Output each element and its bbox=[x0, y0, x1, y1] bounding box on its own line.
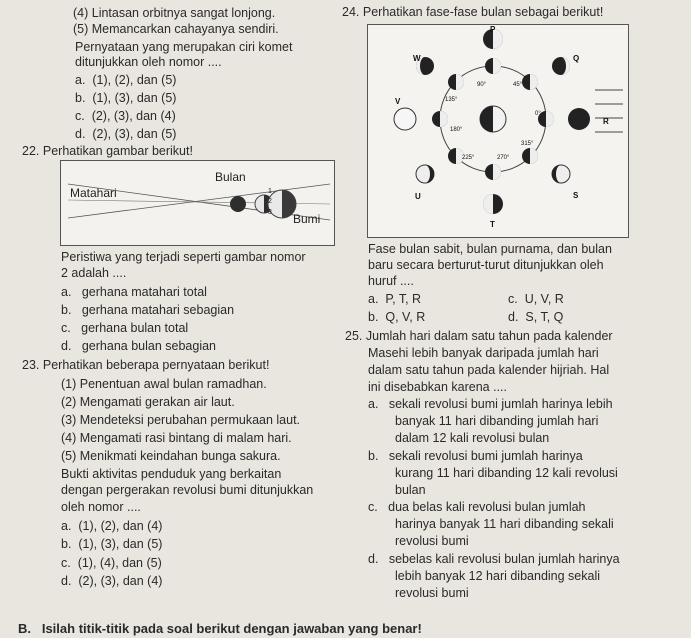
option-letter: d. bbox=[61, 574, 72, 588]
q22-option-a[interactable] bbox=[61, 285, 207, 299]
label-matahari: Matahari bbox=[70, 186, 117, 200]
q23-item-3: (3) Mendeteksi perubahan permukaan laut. bbox=[61, 413, 301, 427]
q25-option-a-line3: dalam 12 kali revolusi bulan bbox=[395, 431, 550, 445]
option-text: U, V, R bbox=[524, 292, 564, 306]
q25-line4: ini disebabkan karena .... bbox=[368, 380, 507, 394]
option-text: (1), (4), dan (5) bbox=[77, 556, 162, 570]
label-bumi: Bumi bbox=[293, 212, 321, 226]
option-letter: c. bbox=[61, 321, 71, 335]
label-2: 2 bbox=[268, 198, 272, 205]
angle-0: 0° bbox=[535, 111, 541, 117]
option-text-line1: sekali revolusi bumi jumlah harinya bbox=[388, 449, 583, 463]
q25-line1 bbox=[345, 329, 613, 343]
section-b-heading bbox=[18, 622, 422, 636]
option-text: (2), (3), dan (4) bbox=[78, 574, 163, 588]
q22-heading bbox=[22, 144, 193, 158]
q24-option-a[interactable] bbox=[368, 292, 421, 306]
label-bulan: Bulan bbox=[215, 170, 246, 184]
option-letter: c. bbox=[508, 292, 518, 306]
option-letter: c. bbox=[75, 109, 85, 123]
option-text: (1), (3), dan (5) bbox=[78, 537, 163, 551]
q23-option-d[interactable] bbox=[61, 574, 162, 588]
angle-270: 270° bbox=[497, 155, 510, 161]
q25-option-b-line2: kurang 11 hari dibanding 12 kali revolusi bbox=[395, 466, 618, 480]
option-letter: d. bbox=[508, 310, 519, 324]
q25-option-d-line3: revolusi bumi bbox=[395, 586, 469, 600]
moon-position-1 bbox=[230, 196, 246, 212]
q25-option-a[interactable] bbox=[368, 397, 613, 411]
option-letter: d. bbox=[61, 339, 72, 353]
q22-option-d[interactable] bbox=[61, 339, 216, 353]
phase-r bbox=[568, 108, 590, 130]
q23-number: 23. bbox=[22, 358, 40, 372]
option-text: (1), (2), dan (4) bbox=[78, 519, 163, 533]
option-text-line1: dua belas kali revolusi bulan jumlah bbox=[388, 500, 586, 514]
section-b-label: B. bbox=[18, 621, 31, 636]
option-letter: c. bbox=[368, 500, 378, 514]
q23-statement-line1: Bukti aktivitas penduduk yang berkaitan bbox=[61, 467, 282, 481]
label-1: 1 bbox=[268, 188, 272, 195]
angle-45: 45° bbox=[513, 82, 523, 88]
q22-question-line2: 2 adalah .... bbox=[61, 266, 127, 280]
angle-225: 225° bbox=[462, 155, 475, 161]
q22-question-line1: Peristiwa yang terjadi seperti gambar nomor bbox=[61, 250, 306, 264]
q24-heading bbox=[342, 5, 603, 19]
option-letter: a. bbox=[368, 397, 379, 411]
q21-option-a[interactable] bbox=[75, 73, 176, 87]
q24-option-b[interactable] bbox=[368, 310, 425, 324]
q25-option-c[interactable] bbox=[368, 500, 586, 514]
option-letter: a. bbox=[61, 285, 72, 299]
q25-option-c-line2: harinya banyak 11 hari dibanding sekali bbox=[395, 517, 614, 531]
option-letter: b. bbox=[61, 303, 72, 317]
q22-option-c[interactable] bbox=[61, 321, 188, 335]
option-text-line1: sebelas kali revolusi bulan jumlah harinya bbox=[388, 552, 620, 566]
label-q: Q bbox=[573, 54, 580, 63]
q24-option-c[interactable] bbox=[508, 292, 564, 306]
q23-statement-line2: dengan pergerakan revolusi bumi ditunjukkan bbox=[61, 483, 314, 497]
q23-option-b[interactable] bbox=[61, 537, 162, 551]
q23-item-2: (2) Mengamati gerakan air laut. bbox=[61, 395, 235, 409]
option-text: (1), (3), dan (5) bbox=[92, 91, 177, 105]
label-p: P bbox=[490, 25, 496, 34]
q23-option-c[interactable] bbox=[61, 556, 162, 570]
q21-item-5: (5) Memancarkan cahayanya sendiri. bbox=[73, 22, 279, 36]
option-text: (2), (3), dan (4) bbox=[91, 109, 176, 123]
option-text: gerhana bulan total bbox=[81, 321, 189, 335]
option-text: gerhana bulan sebagian bbox=[81, 339, 217, 353]
label-w: W bbox=[413, 54, 421, 63]
q24-number: 24. bbox=[342, 5, 360, 19]
angle-180: 180° bbox=[450, 127, 463, 133]
option-letter: b. bbox=[61, 537, 72, 551]
q24-statement-line3: huruf .... bbox=[368, 274, 414, 288]
label-v: V bbox=[395, 97, 401, 106]
q25-option-d[interactable] bbox=[368, 552, 620, 566]
option-text-line1: sekali revolusi bumi jumlah harinya lebih bbox=[388, 397, 613, 411]
option-letter: c. bbox=[61, 556, 71, 570]
option-text: (1), (2), dan (5) bbox=[92, 73, 177, 87]
q22-number: 22. bbox=[22, 144, 40, 158]
q25-option-a-line2: banyak 11 hari dibanding jumlah hari bbox=[395, 414, 599, 428]
q24-text: Perhatikan fase-fase bulan sebagai berikut! bbox=[362, 5, 604, 19]
option-letter: b. bbox=[368, 310, 379, 324]
eclipse-figure bbox=[60, 160, 335, 246]
option-text: P, T, R bbox=[385, 292, 422, 306]
option-text: S, T, Q bbox=[525, 310, 564, 324]
label-t: T bbox=[490, 220, 495, 229]
moon-phases-figure bbox=[367, 24, 629, 238]
q21-option-b[interactable] bbox=[75, 91, 176, 105]
q21-statement-line1: Pernyataan yang merupakan ciri komet bbox=[75, 40, 293, 54]
option-text: Q, V, R bbox=[385, 310, 426, 324]
q21-option-d[interactable] bbox=[75, 127, 176, 141]
option-text: gerhana matahari sebagian bbox=[81, 303, 235, 317]
q21-option-c[interactable] bbox=[75, 109, 176, 123]
q23-item-1: (1) Penentuan awal bulan ramadhan. bbox=[61, 377, 267, 391]
label-3: 3 bbox=[268, 209, 272, 216]
angle-90: 90° bbox=[477, 82, 487, 88]
q24-option-d[interactable] bbox=[508, 310, 563, 324]
q24-statement-line2: baru secara berturut-turut ditunjukkan oleh bbox=[368, 258, 604, 272]
q25-option-d-line2: lebih banyak 12 hari dibanding sekali bbox=[395, 569, 601, 583]
q25-text: Jumlah hari dalam satu tahun pada kalender bbox=[365, 329, 613, 343]
option-letter: b. bbox=[368, 449, 379, 463]
label-s: S bbox=[573, 191, 579, 200]
q23-heading bbox=[22, 358, 269, 372]
q21-statement-line2: ditunjukkan oleh nomor .... bbox=[75, 55, 222, 69]
option-letter: b. bbox=[75, 91, 86, 105]
label-u: U bbox=[415, 192, 421, 201]
angle-315: 315° bbox=[521, 141, 534, 147]
q23-item-5: (5) Menikmati keindahan bunga sakura. bbox=[61, 449, 281, 463]
section-b-text: Isilah titik-titik pada soal berikut dengan jawaban yang benar! bbox=[41, 621, 422, 636]
q25-number: 25. bbox=[345, 329, 363, 343]
q21-item-4: (4) Lintasan orbitnya sangat lonjong. bbox=[73, 6, 276, 20]
q23-text: Perhatikan beberapa pernyataan berikut! bbox=[42, 358, 270, 372]
q25-line3: dalam satu tahun pada kalender hijriah. Hal bbox=[368, 363, 610, 377]
option-letter: a. bbox=[368, 292, 379, 306]
q22-option-b[interactable] bbox=[61, 303, 234, 317]
option-letter: d. bbox=[368, 552, 379, 566]
q24-statement-line1: Fase bulan sabit, bulan purnama, dan bulan bbox=[368, 242, 612, 256]
option-letter: a. bbox=[75, 73, 86, 87]
option-letter: a. bbox=[61, 519, 72, 533]
option-text: gerhana matahari total bbox=[81, 285, 207, 299]
option-letter: d. bbox=[75, 127, 86, 141]
angle-135: 135° bbox=[445, 97, 458, 103]
q22-text: Perhatikan gambar berikut! bbox=[42, 144, 193, 158]
q23-item-4: (4) Mengamati rasi bintang di malam hari. bbox=[61, 431, 292, 445]
q25-option-b-line3: bulan bbox=[395, 483, 426, 497]
option-text: (2), (3), dan (5) bbox=[92, 127, 177, 141]
label-r: R bbox=[603, 117, 609, 126]
q25-option-c-line3: revolusi bumi bbox=[395, 534, 469, 548]
q23-option-a[interactable] bbox=[61, 519, 162, 533]
q23-statement-line3: oleh nomor .... bbox=[61, 500, 141, 514]
phase-v bbox=[394, 108, 416, 130]
q25-option-b[interactable] bbox=[368, 449, 583, 463]
q25-line2: Masehi lebih banyak daripada jumlah hari bbox=[368, 346, 599, 360]
